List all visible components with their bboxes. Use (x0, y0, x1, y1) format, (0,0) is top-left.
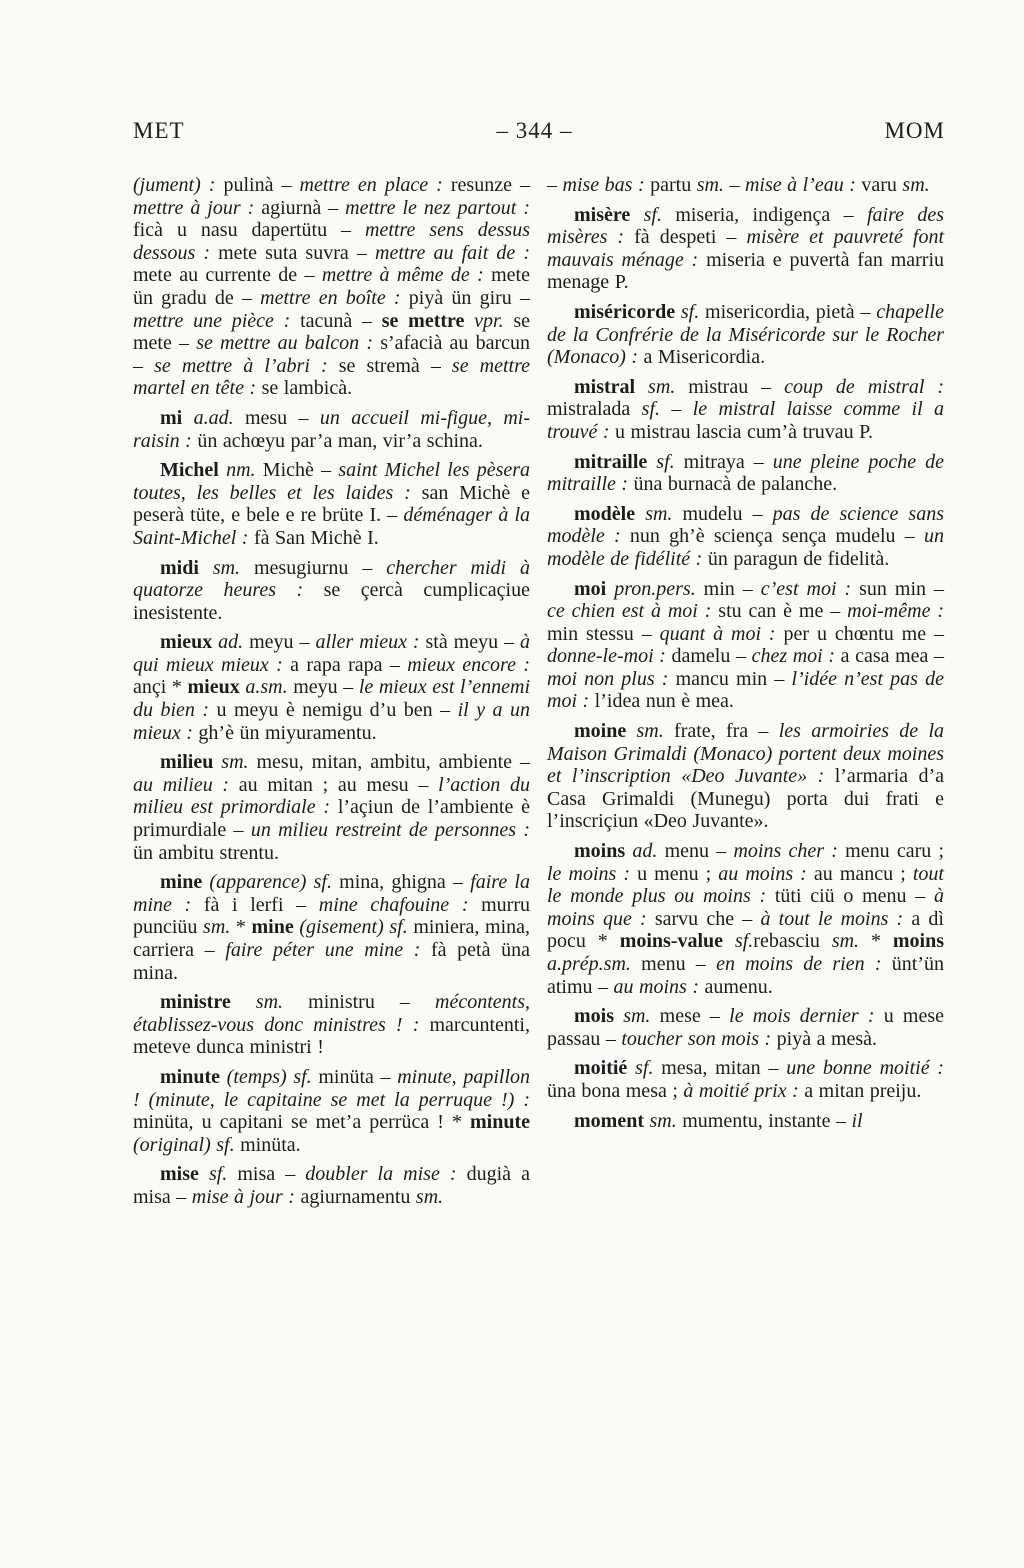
text-segment: gh’è ün miyuramentu. (198, 721, 377, 744)
entry-miséricorde (547, 301, 944, 369)
text-segment: piyà ün giru – (408, 286, 530, 309)
text-segment: meyu – (293, 676, 359, 699)
italic-segment: (jument) : (133, 174, 224, 196)
entry-ministre (133, 991, 530, 1059)
italic-segment: doubler la mise : (305, 1163, 467, 1186)
italic-segment: toucher son mois : (621, 1027, 777, 1050)
entry-modèle (547, 503, 944, 571)
italic-segment: ad. (632, 840, 665, 863)
text-segment: stà meyu – (425, 631, 521, 654)
text-segment: minüta – (318, 1065, 398, 1088)
italic-segment: c’est moi : (760, 577, 860, 600)
italic-segment: sf. (643, 203, 676, 226)
text-segment: per u chœntu me – (783, 622, 944, 645)
text-segment: mistrau – (688, 375, 785, 398)
italic-segment: les armoiries de la Maison Grimaldi (Monaco) portent deux moines et l’inscription «Deo Juvante» : (547, 720, 945, 788)
text-segment: misericordia, pietà – (705, 300, 877, 323)
entry-moine (547, 720, 944, 833)
entry-continuation (547, 174, 944, 197)
text-segment: partu (650, 174, 697, 196)
headword-segment: mise (160, 1163, 209, 1186)
text-segment: – (547, 174, 563, 196)
headword-segment: moins (892, 930, 944, 953)
italic-segment: une pleine poche de mitraille : (547, 450, 945, 496)
italic-segment: à tout le moins : (760, 907, 912, 930)
italic-segment: il y a un mieux : (133, 699, 530, 744)
text-segment: mesugiurnu – (253, 556, 387, 579)
italic-segment: sf. (680, 300, 706, 323)
italic-segment: mettre à même de : (321, 264, 492, 287)
text-segment: s’afacià au barcun – (133, 332, 530, 377)
italic-segment: (apparence) sf. (209, 871, 340, 894)
italic-segment: sm. (212, 556, 254, 579)
headword-segment: modèle (574, 502, 646, 525)
text-segment: a dì pocu * (547, 907, 944, 953)
italic-segment: a.ad. (193, 406, 245, 429)
entry-mine (133, 871, 530, 984)
text-segment: üna bona mesa ; (547, 1079, 684, 1102)
headword-segment: mine (160, 871, 210, 894)
text-segment: u meyu è nemigu d’u ben – (216, 699, 458, 722)
entry-minute (133, 1066, 530, 1156)
italic-segment: un modèle de fidélité : (547, 525, 944, 570)
text-columns (133, 174, 945, 1216)
text-segment: min stessu – (547, 622, 660, 645)
italic-segment: moi non plus : (547, 667, 676, 690)
text-segment: tacunà – (300, 309, 382, 332)
entry-mois (547, 1005, 944, 1050)
italic-segment: sm. (221, 751, 257, 774)
headword-segment: moment (574, 1109, 650, 1132)
italic-segment: mettre sens dessus dessous : (133, 219, 530, 264)
headword-segment: moins-value (619, 930, 735, 953)
headword-segment: minute (160, 1065, 227, 1088)
text-segment: – (729, 174, 745, 196)
text-segment: mete au currente de – (133, 264, 322, 287)
italic-segment: sf. (641, 398, 672, 421)
entry-misère (547, 204, 944, 294)
italic-segment: faire la mine : (133, 871, 530, 916)
text-segment: menu – (664, 840, 734, 863)
italic-segment: (gisement) sf. (299, 916, 414, 939)
italic-segment: mettre au fait de : (375, 241, 531, 264)
italic-segment: un milieu restreint de personnes : (250, 819, 530, 842)
italic-segment: quant à moi : (659, 622, 784, 645)
text-segment: sarvu che – (654, 907, 761, 930)
text-segment: agiurnamentu (300, 1185, 416, 1208)
italic-segment: mise bas : (562, 174, 651, 196)
italic-segment: à moins que : (547, 885, 944, 930)
text-segment: mancu min – (675, 667, 792, 690)
text-segment: mesu – (244, 406, 320, 429)
italic-segment: faire des misères : (547, 203, 944, 249)
italic-segment: mieux encore : (407, 653, 530, 676)
text-segment: mina, ghigna – (339, 871, 471, 894)
text-segment: Michè – (262, 459, 339, 482)
italic-segment: se mettre à l’abri : (154, 354, 339, 377)
headword-segment: mine (251, 916, 300, 939)
text-segment: sun min – (859, 577, 945, 600)
text-segment: mistralada (547, 398, 642, 421)
italic-segment: ce chien est à moi : (547, 600, 719, 623)
text-segment: resunze – (450, 174, 530, 196)
italic-segment: se mettre martel en tête : (133, 354, 530, 400)
text-segment: mudelu – (682, 502, 773, 525)
headword-segment: misère (574, 203, 644, 226)
text-segment: se stremà – (338, 354, 452, 377)
text-segment: se mete – (133, 309, 531, 355)
italic-segment: à qui mieux mieux : (133, 631, 531, 676)
text-segment: menu – (641, 953, 717, 975)
italic-segment: sm. (649, 1109, 683, 1132)
text-segment: san Michè e peserà tüte, e bele e re brüte I. – (133, 481, 530, 527)
text-segment: ançi * (133, 676, 188, 699)
entry-mistral (547, 376, 944, 444)
headword-segment: moitié (574, 1057, 636, 1080)
entry-mi (133, 407, 530, 452)
italic-segment: sm. (645, 502, 683, 525)
text-segment: ficà u nasu dapertütu – (133, 219, 366, 242)
running-head (133, 118, 945, 144)
italic-segment: une bonne moitié : (786, 1057, 945, 1080)
italic-segment: au milieu : (133, 773, 239, 796)
italic-segment: sf. (208, 1163, 238, 1186)
italic-segment: le mieux est l’ennemi du bien : (133, 676, 531, 722)
italic-segment: mettre à jour : (133, 196, 262, 219)
text-segment: varu (861, 174, 903, 196)
headword-segment: moine (574, 720, 637, 743)
text-segment: marcuntenti, meteve dunca ministri ! (133, 1013, 530, 1059)
text-segment: agiurnà – (261, 196, 346, 219)
text-segment: miseria, indigença – (675, 203, 867, 226)
text-segment: ün paragun de fidelità. (707, 547, 890, 570)
headword-segment: mieux (187, 676, 246, 699)
headword-segment: midi (160, 556, 213, 579)
italic-segment: sm. (623, 1005, 660, 1028)
text-segment: fà San Michè I. (253, 526, 379, 549)
text-segment: au mancu ; (813, 862, 913, 885)
italic-segment: à moitié prix : (683, 1079, 805, 1102)
text-segment: ünt’ün atimu – (547, 953, 944, 998)
text-segment: * (870, 930, 893, 953)
italic-segment: mécontents, établissez-vous donc ministres ! : (133, 991, 530, 1036)
headword-segment: mieux (160, 631, 219, 654)
text-segment: ün achœyu par’a man, vir’a schina. (197, 429, 483, 452)
italic-segment: saint Michel les pèsera toutes, les belles et les laides : (133, 459, 531, 504)
italic-segment: misère et pauvreté font mauvais ménage : (547, 226, 945, 271)
italic-segment: mettre une pièce : (133, 309, 301, 332)
text-segment: a Misericordia. (643, 346, 766, 369)
italic-segment: mettre le nez partout : (345, 196, 530, 219)
italic-segment: sf. (635, 1057, 662, 1080)
guideword-left: MET (133, 118, 185, 143)
left-column (133, 174, 530, 1216)
text-segment: a casa mea – (840, 645, 944, 668)
text-segment: dugià a misa – (133, 1163, 530, 1208)
italic-segment: mine chafouine : (318, 893, 482, 916)
italic-segment: au moins : (613, 975, 705, 998)
italic-segment: déménager à la Saint-Michel : (133, 504, 530, 549)
text-segment: damelu – (671, 645, 752, 668)
italic-segment: a.sm. (245, 676, 294, 699)
text-segment: nun gh’è sciença sença mudelu – (629, 525, 924, 548)
italic-segment: au moins : (718, 862, 814, 885)
italic-segment: le mistral laisse comme il a trouvé : (547, 398, 944, 443)
italic-segment: sf. (734, 930, 754, 953)
text-segment: mesu, mitan, ambitu, ambiente – (256, 751, 530, 774)
text-segment: u mese passau – (547, 1005, 944, 1050)
italic-segment: un accueil mi-figue, mi-raisin : (133, 406, 531, 452)
text-segment: u menu ; (637, 862, 719, 885)
italic-segment: sm. (415, 1185, 444, 1208)
text-segment: mete suta suvra – (218, 241, 375, 264)
italic-segment: en moins de rien : (716, 953, 892, 975)
entry-milieu (133, 751, 530, 864)
headword-segment: minute (470, 1111, 530, 1134)
italic-segment: sm. (648, 375, 689, 398)
italic-segment: mise à l’eau : (744, 174, 862, 196)
headword-segment: Michel (160, 459, 227, 482)
entry-moitié (547, 1057, 944, 1102)
italic-segment: mettre en boîte : (260, 286, 409, 309)
italic-segment: le mois dernier : (729, 1005, 884, 1028)
text-segment: se çercà cumplicaçiue inesistente. (133, 579, 530, 624)
italic-segment: chercher midi à quatorze heures : (133, 556, 530, 602)
entry-michel (133, 459, 530, 549)
text-segment: üna burnacà de palanche. (633, 473, 838, 496)
text-segment: murru punciüu (133, 893, 531, 939)
italic-segment: sf. (656, 450, 684, 473)
text-segment: fà petà üna mina. (133, 939, 531, 984)
guideword-right: MOM (884, 118, 945, 143)
italic-segment: pas de science sans modèle : (547, 502, 945, 548)
italic-segment: coup de mistral : (784, 375, 945, 398)
text-segment: mese – (659, 1005, 730, 1028)
text-segment: a mitan preiju. (804, 1079, 922, 1102)
entry-mise (133, 1163, 530, 1208)
italic-segment: faire péter une mine : (225, 939, 432, 961)
text-segment: miniera, mina, carriera – (133, 916, 530, 961)
headword-segment: moins (574, 840, 633, 863)
italic-segment: (temps) sf. (226, 1065, 319, 1088)
italic-segment: l’action du milieu est primordiale : (133, 773, 530, 819)
italic-segment: (original) sf. (133, 1133, 241, 1156)
text-segment: ministru – (308, 991, 436, 1014)
italic-segment: mise à jour : (191, 1185, 301, 1208)
italic-segment: vpr. (474, 309, 514, 332)
headword-segment: mois (574, 1005, 624, 1028)
text-segment: minüta, u capitani se met’a perrüca ! * (133, 1111, 470, 1134)
text-segment: frate, fra – (674, 720, 779, 743)
entry-midi (133, 557, 530, 625)
text-segment: * (235, 916, 252, 939)
italic-segment: sm. (636, 720, 675, 743)
italic-segment: minute, papillon ! (minute, le capitaine se met la perruque !) : (133, 1065, 531, 1111)
text-segment: l’açiun de l’ambiente è primurdiale – (133, 796, 530, 842)
italic-segment: mettre en place : (299, 174, 451, 196)
text-segment: a rapa rapa – (290, 653, 408, 676)
text-segment: min – (703, 577, 761, 600)
italic-segment: chapelle de la Confrérie de la Miséricorde sur le Rocher (Monaco) : (547, 300, 944, 369)
text-segment: mete ün gradu de – (133, 264, 530, 309)
entry-moins (547, 840, 944, 998)
page-number: – 344 – (496, 118, 573, 143)
italic-segment: sm. (902, 174, 930, 196)
italic-segment: sm. (696, 174, 730, 196)
text-segment: minüta. (240, 1133, 301, 1156)
right-column (547, 174, 944, 1216)
italic-segment: a.prép.sm. (547, 953, 642, 975)
italic-segment: pron.pers. (614, 577, 704, 600)
text-segment: ün ambitu strentu. (133, 841, 279, 864)
italic-segment: tout le monde plus ou moins : (547, 862, 944, 908)
headword-segment: se mettre (381, 309, 475, 332)
text-segment: piyà a mesà. (776, 1027, 878, 1050)
text-segment: aumenu. (704, 975, 773, 998)
italic-segment: l’idée n’est pas de moi : (547, 667, 944, 713)
text-segment: mitraya – (683, 450, 773, 473)
italic-segment: sm. (203, 916, 236, 939)
italic-segment: nm. (226, 459, 263, 482)
text-segment: tüti ciü o menu – (774, 885, 934, 908)
text-segment: fà i lerfi – (203, 893, 319, 916)
entry-moi (547, 578, 944, 714)
italic-segment: chez moi : (751, 645, 841, 668)
italic-segment: sm. (831, 930, 871, 953)
text-segment: l’idea nun è mea. (594, 690, 734, 713)
italic-segment: moins cher : (733, 840, 846, 863)
italic-segment: moi-même : (847, 600, 944, 623)
italic-segment: donne-le-moi : (547, 645, 672, 668)
text-segment: mumentu, instante – (682, 1109, 852, 1132)
text-segment: mesa, mitan – (661, 1057, 787, 1080)
entry-mieux (133, 631, 530, 744)
headword-segment: mistral (574, 375, 649, 398)
headword-segment: mitraille (574, 450, 657, 473)
text-segment: misa – (237, 1163, 306, 1186)
headword-segment: ministre (160, 991, 256, 1014)
italic-segment: le moins : (547, 862, 638, 885)
italic-segment: il (851, 1109, 863, 1132)
text-segment: stu can è me – (718, 600, 848, 623)
text-segment: miseria e puvertà fan marriu menage P. (547, 248, 944, 294)
italic-segment: ad. (218, 631, 250, 654)
entry-semettre (133, 174, 530, 400)
italic-segment: aller mieux : (315, 631, 426, 654)
text-segment: meyu – (249, 631, 316, 654)
text-segment: se lambicà. (261, 377, 353, 400)
entry-moment (547, 1110, 944, 1133)
headword-segment: moi (574, 577, 615, 600)
text-segment: u mistrau lascia cum’à truvau P. (615, 420, 874, 443)
headword-segment: milieu (160, 751, 222, 774)
text-segment: – (671, 398, 693, 421)
text-segment: pulinà – (223, 174, 300, 196)
entry-mitraille (547, 451, 944, 496)
italic-segment: sm. (255, 991, 309, 1014)
headword-segment: miséricorde (574, 300, 681, 323)
headword-segment: mi (160, 406, 194, 429)
text-segment: menu caru ; (845, 840, 945, 863)
text-segment: au mitan ; au mesu – (238, 773, 439, 796)
text-segment: l’armaria d’a Casa Grimaldi (Munegu) porta dui frati e l’inscriçiun «Deo Juvante». (547, 765, 944, 833)
text-segment: fà despeti – (634, 226, 747, 249)
italic-segment: se mettre au balcon : (196, 332, 381, 355)
text-segment: rebasciu (753, 930, 832, 953)
